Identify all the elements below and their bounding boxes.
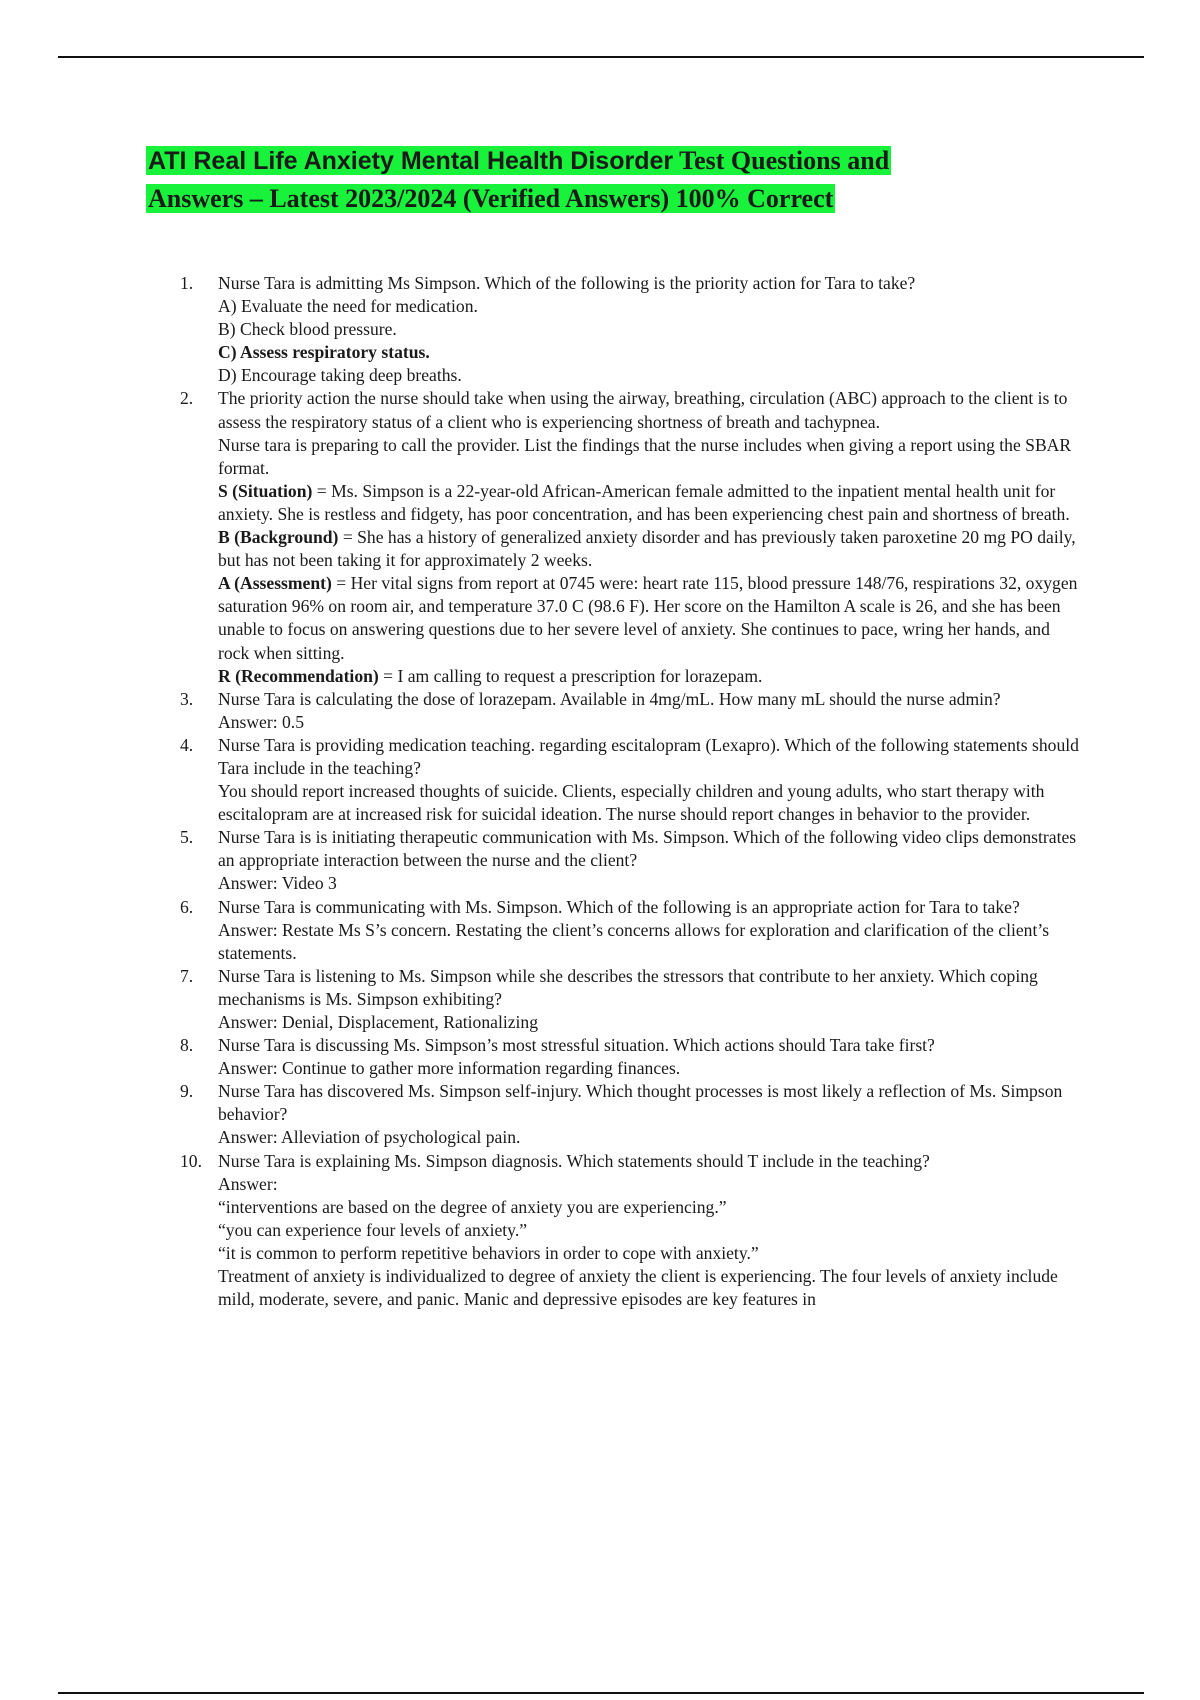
question-item <box>180 826 1085 895</box>
option-a: A) Evaluate the need for medication. <box>218 296 478 317</box>
sbar-background <box>218 526 1085 572</box>
answer-text: Answer: Continue to gather more information regarding finances. <box>218 1058 681 1079</box>
question-number: 8. <box>180 1035 194 1056</box>
answer-text: Answer: 0.5 <box>218 711 305 732</box>
answer-explanation: Treatment of anxiety is individualized to degree of anxiety the client is experiencing. The four levels of anxiety include mild, moderate, severe, and panic. Manic and depressive episodes are key features in <box>218 1266 1058 1310</box>
option-d: D) Encourage taking deep breaths. <box>218 365 462 386</box>
question-followup: Nurse tara is preparing to call the provider. List the findings that the nurse includes when giving a report using the SBAR format. <box>218 434 1072 478</box>
question-text: Nurse Tara has discovered Ms. Simpson self-injury. Which thought processes is most likely a reflection of Ms. Simpson behavior? <box>218 1081 1063 1125</box>
answer-text: You should report increased thoughts of suicide. Clients, especially children and young adults, who start therapy with escitalopram are at increased risk for suicidal ideation. The nurse should report changes in behavior to the provider. <box>218 781 1045 825</box>
answer-text: Answer: <box>218 1173 278 1194</box>
question-number: 6. <box>180 896 194 917</box>
sbar-background-text: = She has a history of generalized anxiety disorder and has previously taken paroxetine 20 mg PO daily, but has not been taking it for approximately 2 weeks. <box>218 527 1076 571</box>
answer-quote: “interventions are based on the degree of anxiety you are experiencing.” <box>218 1196 727 1217</box>
sbar-assessment-text: = Her vital signs from report at 0745 were: heart rate 115, blood pressure 148/76, respirations 32, oxygen saturation 96% on room air, and temperature 37.0 C (98.6 F). Her score on the Hamilton A scale is 26, and she has been unable to focus on answering questions due to her severe level of anxiety. She continues to pace, wring her hands, and rock when sitting. <box>218 573 1078 663</box>
sbar-assessment <box>218 572 1085 664</box>
question-text: Nurse Tara is explaining Ms. Simpson diagnosis. Which statements should T include in the teaching? <box>218 1150 930 1171</box>
title-part1-sans: ATI Real Life Anxiety Mental Health Disorder <box>148 147 674 175</box>
sbar-recommendation-label: R (Recommendation) <box>218 665 379 686</box>
title-part2: Answers – Latest 2023/2024 (Verified Answers) 100% Correct <box>148 184 834 213</box>
question-text: Nurse Tara is listening to Ms. Simpson while she describes the stressors that contribute to her anxiety. Which coping mechanisms is Ms. Simpson exhibiting? <box>218 965 1038 1009</box>
sbar-situation <box>218 480 1085 526</box>
question-item <box>180 896 1085 965</box>
top-rule <box>58 56 1144 58</box>
question-number: 5. <box>180 827 194 848</box>
sbar-background-label: B (Background) <box>218 527 339 548</box>
question-list <box>180 272 1085 1311</box>
sbar-recommendation <box>218 665 1085 688</box>
question-number: 4. <box>180 734 194 755</box>
sbar-situation-label: S (Situation) <box>218 480 313 501</box>
question-item <box>180 688 1085 734</box>
answer-quote: “you can experience four levels of anxiety.” <box>218 1219 528 1240</box>
question-text: Nurse Tara is communicating with Ms. Simpson. Which of the following is an appropriate action for Tara to take? <box>218 896 1020 917</box>
question-text: Nurse Tara is providing medication teaching. regarding escitalopram (Lexapro). Which of the following statements should Tara include in the teaching? <box>218 734 1079 778</box>
question-item <box>180 1150 1085 1312</box>
question-item <box>180 387 1085 687</box>
question-number: 1. <box>180 273 194 293</box>
answer-text: Answer: Restate Ms S’s concern. Restating the client’s concerns allows for exploration and clarification of the client’s statements. <box>218 919 1050 963</box>
sbar-recommendation-text: = I am calling to request a prescription for lorazepam. <box>378 665 763 686</box>
question-number: 2. <box>180 388 194 409</box>
answer-text: Answer: Denial, Displacement, Rationalizing <box>218 1012 539 1032</box>
question-item <box>180 734 1085 826</box>
document-title <box>146 142 1046 218</box>
answer-quote: “it is common to perform repetitive behaviors in order to cope with anxiety.” <box>218 1242 759 1263</box>
question-text: Nurse Tara is admitting Ms Simpson. Which of the following is the priority action for Tara to take? <box>218 273 916 293</box>
sbar-assessment-label: A (Assessment) <box>218 573 332 594</box>
question-item <box>180 1080 1085 1149</box>
question-item <box>180 272 1085 387</box>
bottom-rule <box>58 1692 1144 1694</box>
question-text: The priority action the nurse should take when using the airway, breathing, circulation (ABC) approach to the client is to assess the respiratory status of a client who is experiencing shortness of breath and tachypnea. <box>218 388 1068 432</box>
sbar-situation-text: = Ms. Simpson is a 22-year-old African-American female admitted to the inpatient mental health unit for anxiety. She is restless and fidgety, has poor concentration, and has been experiencing chest pain and shortness of breath. <box>218 480 1070 524</box>
option-b: B) Check blood pressure. <box>218 319 397 340</box>
question-text: Nurse Tara is is initiating therapeutic communication with Ms. Simpson. Which of the following video clips demonstrates an appropriate interaction between the nurse and the client? <box>218 827 1077 871</box>
question-item <box>180 1034 1085 1080</box>
question-number: 7. <box>180 965 194 986</box>
question-item <box>180 965 1085 1034</box>
question-text: Nurse Tara is discussing Ms. Simpson’s most stressful situation. Which actions should Tara take first? <box>218 1035 935 1056</box>
question-number: 3. <box>180 688 194 709</box>
answer-text: Answer: Alleviation of psychological pain. <box>218 1127 521 1148</box>
answer-text: Answer: Video 3 <box>218 873 337 894</box>
question-number: 9. <box>180 1081 194 1102</box>
option-c-correct: C) Assess respiratory status. <box>218 342 430 363</box>
question-text: Nurse Tara is calculating the dose of lorazepam. Available in 4mg/mL. How many mL should the nurse admin? <box>218 688 1001 709</box>
question-number: 10. <box>180 1150 202 1171</box>
title-part1-serif: Test Questions and <box>673 146 890 175</box>
